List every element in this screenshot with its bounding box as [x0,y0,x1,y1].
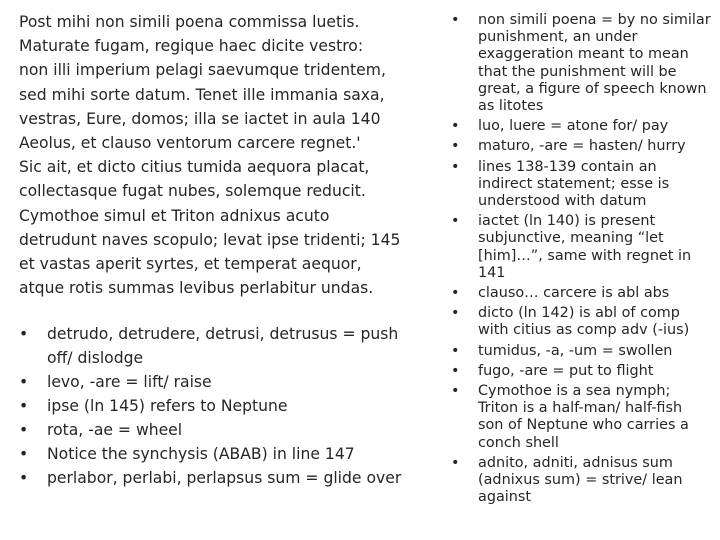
note-text-line: (adnixus sum) = strive/ lean [478,472,683,489]
note-text-line: off/ dislodge [47,349,144,368]
passage-line: et vastas aperit syrtes, et temperat aequor, [19,255,362,274]
vocab-note [19,394,424,418]
note-text-line: • tumidus, -a, -um = swollen [478,342,673,359]
note-text-line: • detrudo, detrudere, detrusi, detrusus = push [47,325,399,344]
note-text-line: understood with datum [478,193,647,210]
note-text-line: • luo, luere = atone for/ pay [478,118,669,135]
note-text-line: that the punishment will be [478,63,677,80]
passage-line: vestras, Eure, domos; illa se iactet in aula 140 [19,109,381,128]
note-text-line: • adnito, adniti, adnisus sum [478,454,673,471]
vocab-note [19,442,424,466]
latin-passage [19,10,424,300]
grammar-note [449,343,717,360]
note-text-line: exaggeration meant to mean [478,46,689,63]
grammar-note [449,455,717,507]
note-text-line: son of Neptune who carries a [478,417,689,434]
note-text-line: • fugo, -are = put to flight [478,362,654,379]
note-text-line: [him]…”, same with regnet in [478,247,692,264]
passage-line: atque rotis summas levibus perlabitur undas. [19,279,374,298]
note-text-line: as litotes [478,98,544,115]
right-column [449,12,717,509]
note-text-line: • maturo, -are = hasten/ hurry [478,138,686,155]
vocab-note [19,466,424,490]
passage-line: Sic ait, et dicto citius tumida aequora placat, [19,158,370,177]
note-text-line: conch shell [478,434,559,451]
note-text-line: • lines 138-139 contain an [478,158,657,175]
grammar-note [449,363,717,380]
note-text-line: • Notice the synchysis (ABAB) in line 147 [47,445,355,464]
left-column [19,10,424,490]
grammar-note [449,213,717,282]
note-text-line: • rota, -ae = wheel [47,421,183,440]
note-text-line: subjunctive, meaning “let [478,230,664,247]
note-text-line: • non simili poena = by no similar [478,12,711,28]
note-text-line: • dicto (ln 142) is abl of comp [478,305,680,322]
note-text-line: Triton is a half-man/ half-fish [478,400,683,417]
note-text-line: • levo, -are = lift/ raise [47,373,212,392]
note-text-line: • Cymothoe is a sea nymph; [478,383,671,400]
note-text-line: • clauso… carcere is abl abs [478,285,670,302]
grammar-note [449,159,717,211]
vocab-note [19,370,424,394]
right-notes-list [449,12,717,506]
note-text-line: great, a figure of speech known [478,80,707,97]
grammar-note [449,383,717,452]
left-notes-list [19,322,424,490]
note-text-line: punishment, an under [478,29,638,46]
grammar-note [449,138,717,155]
note-text-line: indirect statement; esse is [478,175,670,192]
vocab-note [19,418,424,442]
note-text-line: • iactet (ln 140) is present [478,213,656,230]
passage-line: detrudunt naves scopulo; levat ipse tridenti; 145 [19,230,401,249]
passage-line: Post mihi non simili poena commissa luetis. [19,13,360,31]
passage-line: Cymothoe simul et Triton adnixus acuto [19,206,330,225]
passage-line: non illi imperium pelagi saevumque tridentem, [19,61,386,80]
passage-line: Aeolus, et clauso ventorum carcere regnet.' [19,134,361,153]
grammar-note [449,285,717,302]
passage-line: Maturate fugam, regique haec dicite vestro: [19,37,364,56]
passage-line: sed mihi sorte datum. Tenet ille immania saxa, [19,85,385,104]
vocab-note [19,322,424,370]
grammar-note [449,12,717,115]
grammar-note [449,305,717,339]
note-text-line: 141 [478,264,506,281]
note-text-line: with citius as comp adv (-ius) [478,322,690,339]
note-text-line: • perlabor, perlabi, perlapsus sum = glide over [47,469,402,488]
note-text-line: • ipse (ln 145) refers to Neptune [47,397,288,416]
note-text-line: against [478,489,532,506]
grammar-note [449,118,717,135]
passage-line: collectasque fugat nubes, solemque reducit. [19,182,366,201]
